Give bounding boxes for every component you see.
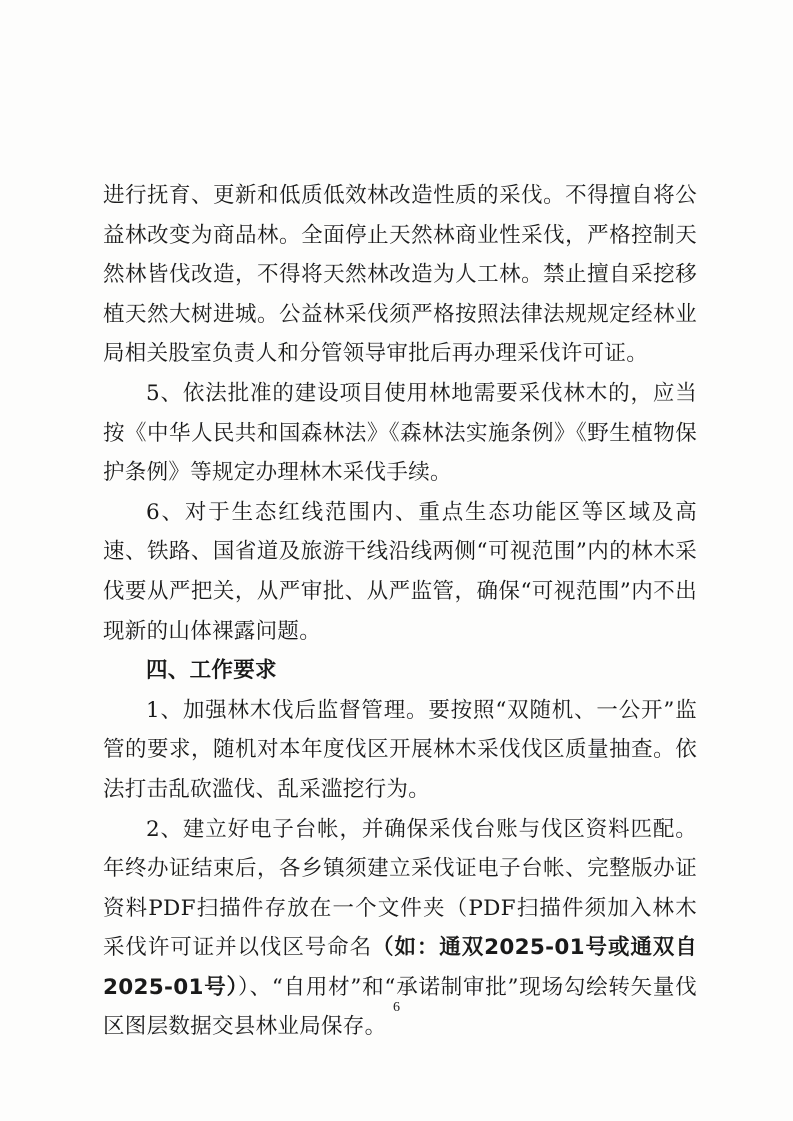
paragraph-item-6: 6、对于生态红线范围内、重点生态功能区等区域及高速、铁路、国省道及旅游干线沿线两侧“可视范围”内的林木采伐要从严把关，从严审批、从严监管，确保“可视范围”内不出现新的山体裸露问题。 xyxy=(103,499,697,644)
document-body xyxy=(103,176,697,1047)
paragraph-item-5: 5、依法批准的建设项目使用林地需要采伐林木的，应当按《中华人民共和国森林法》《森林法实施条例》《野生植物保护条例》等规定办理林木采伐手续。 xyxy=(103,380,697,486)
paragraph-continuation: 进行抚育、更新和低质低效林改造性质的采伐。不得擅自将公益林改变为商品林。全面停止天然林商业性采伐，严格控制天然林皆伐改造，不得将天然林改造为人工林。禁止擅自采挖移植天然大树进城。公益林采伐须严格按照法律法规规定经林业局相关股室负责人和分管领导审批后再办理采伐许可证。 xyxy=(103,183,697,367)
paragraph-requirement-1: 1、加强林木伐后监督管理。要按照“双随机、一公开”监管的要求，随机对本年度伐区开展林木采伐伐区质量抽查。依法打击乱砍滥伐、乱采滥挖行为。 xyxy=(103,697,697,802)
requirement-2-text-before: 2、建立好电子台帐，并确保采伐台账与伐区资料匹配。年终办证结束后，各乡镇须建立采伐证电子台帐、完整版办证资料PDF扫描件存放在一个文件夹（PDF扫描件须加入林木采伐许可证并以伐区号命名 xyxy=(103,816,697,961)
page-number: 6 xyxy=(393,1000,400,1015)
section-heading: 四、工作要求 xyxy=(146,658,277,684)
requirement-2-example-bold: （如：通双2025-01号或通双自2025-01号） xyxy=(103,935,697,1000)
requirement-2-text-after: ）、“自用材”和“承诺制审批”现场勾绘转矢量伐区图层数据交县林业局保存。 xyxy=(103,974,697,1040)
